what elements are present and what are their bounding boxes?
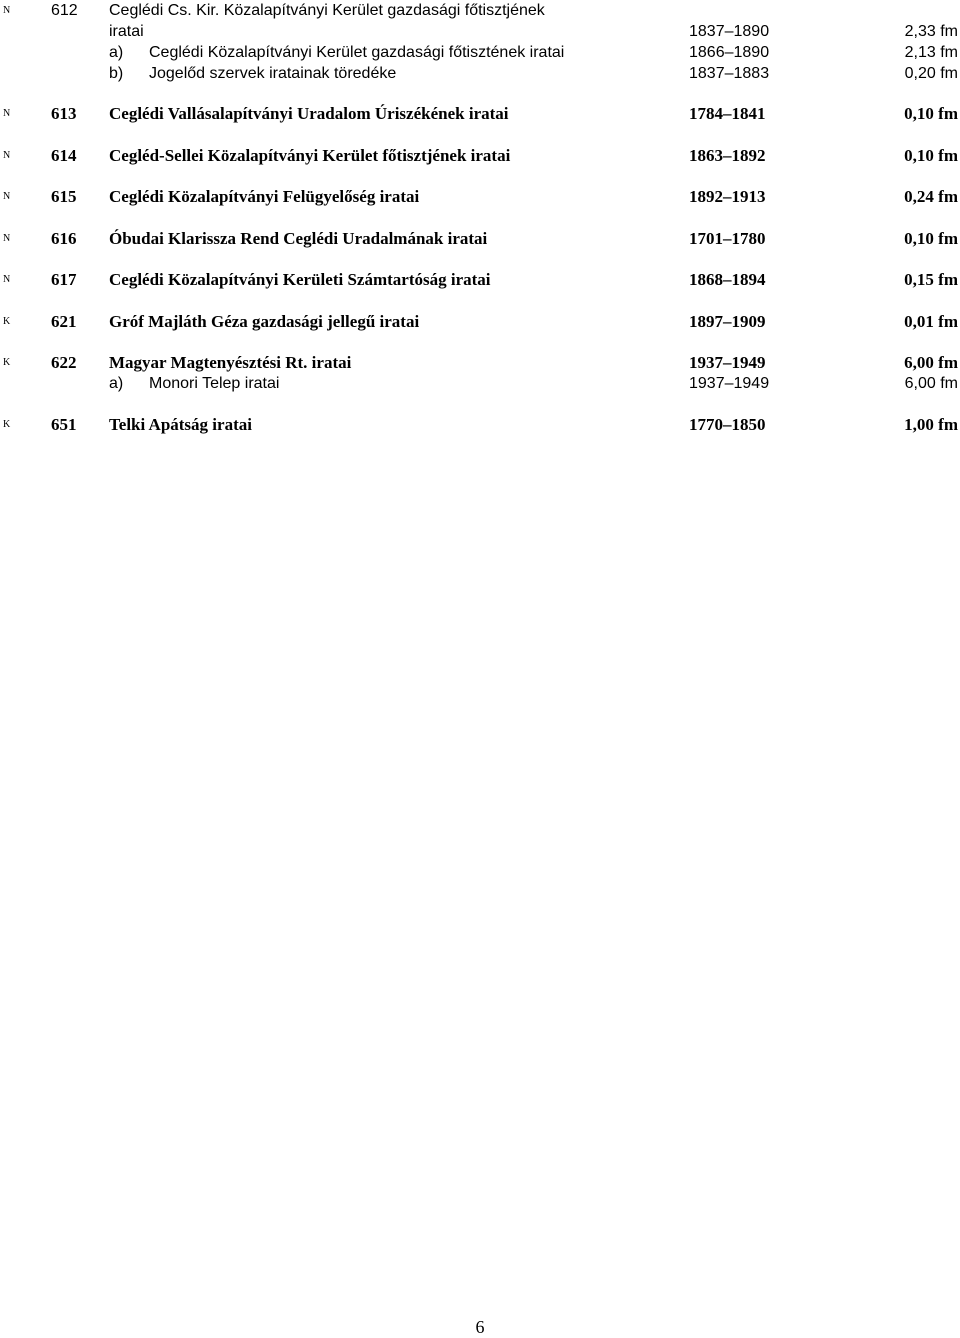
fond-years: 1784–1841 bbox=[689, 104, 766, 123]
sub-entry-letter: a) bbox=[109, 375, 124, 392]
entry-heading-line bbox=[0, 186, 960, 207]
entry-flag: K bbox=[3, 419, 11, 430]
entry-heading-line bbox=[0, 269, 960, 290]
fond-code: 614 bbox=[51, 146, 77, 165]
entry-flag: N bbox=[3, 5, 11, 16]
fond-title: Ceglédi Vallásalapítványi Uradalom Úriszékének iratai bbox=[109, 104, 509, 123]
fond-code: 616 bbox=[51, 229, 77, 248]
fond-entry-612 bbox=[0, 0, 960, 84]
sub-entry bbox=[0, 373, 960, 394]
fond-entry-616 bbox=[0, 228, 960, 249]
sub-entry-letter: b) bbox=[109, 65, 124, 82]
entry-flag: N bbox=[3, 150, 11, 161]
entry-heading-line bbox=[0, 145, 960, 166]
fond-entry-615 bbox=[0, 186, 960, 207]
sub-entry bbox=[0, 63, 960, 84]
fond-entry-622 bbox=[0, 352, 960, 394]
fond-entry-617 bbox=[0, 269, 960, 290]
fond-code: 651 bbox=[51, 415, 77, 434]
fond-years: 1897–1909 bbox=[689, 312, 766, 331]
sub-entry-years: 1837–1883 bbox=[689, 65, 770, 82]
fond-years: 1770–1850 bbox=[689, 415, 766, 434]
fond-code: 617 bbox=[51, 270, 77, 289]
fond-title: Ceglédi Cs. Kir. Közalapítványi Kerület gazdasági főtisztjének bbox=[109, 2, 545, 19]
entry-flag: K bbox=[3, 316, 11, 327]
fond-years: 1937–1949 bbox=[689, 353, 766, 372]
sub-entry-letter: a) bbox=[109, 44, 124, 61]
entry-heading-line bbox=[0, 311, 960, 332]
fond-size: 0,10 fm bbox=[904, 229, 958, 248]
fond-code: 622 bbox=[51, 353, 77, 372]
fond-size: 0,15 fm bbox=[904, 270, 958, 289]
entry-flag: K bbox=[3, 357, 11, 368]
entry-flag: N bbox=[3, 274, 11, 285]
fond-entry-614 bbox=[0, 145, 960, 166]
fond-years: 1892–1913 bbox=[689, 187, 766, 206]
fond-title: Magyar Magtenyésztési Rt. iratai bbox=[109, 353, 352, 372]
fond-years: 1701–1780 bbox=[689, 229, 766, 248]
sub-entry-years: 1937–1949 bbox=[689, 375, 770, 392]
entry-flag: N bbox=[3, 233, 11, 244]
fond-years: 1837–1890 bbox=[689, 23, 770, 40]
sub-entry bbox=[0, 42, 960, 63]
page-number: 6 bbox=[475, 1317, 485, 1337]
fond-code: 615 bbox=[51, 187, 77, 206]
fond-title: Ceglédi Közalapítványi Felügyelőség iratai bbox=[109, 187, 420, 206]
fond-size: 6,00 fm bbox=[904, 353, 958, 372]
entry-heading-line bbox=[0, 414, 960, 435]
fond-code: 613 bbox=[51, 104, 77, 123]
fond-title: Óbudai Klarissza Rend Ceglédi Uradalmának iratai bbox=[109, 229, 488, 248]
fond-size: 0,01 fm bbox=[904, 312, 958, 331]
fond-years: 1868–1894 bbox=[689, 270, 766, 289]
entry-heading-line bbox=[0, 0, 960, 21]
entry-heading-line bbox=[0, 103, 960, 124]
fond-title: Ceglédi Közalapítványi Kerületi Számtartóság iratai bbox=[109, 270, 491, 289]
entry-heading-line bbox=[0, 352, 960, 373]
entry-flag: N bbox=[3, 108, 11, 119]
fond-years: 1863–1892 bbox=[689, 146, 766, 165]
fond-code: 612 bbox=[51, 2, 78, 19]
fond-size: 0,24 fm bbox=[904, 187, 958, 206]
fond-size: 2,33 fm bbox=[904, 23, 958, 40]
fond-title: Telki Apátság iratai bbox=[109, 415, 252, 434]
sub-entry-years: 1866–1890 bbox=[689, 44, 770, 61]
fond-entry-651 bbox=[0, 414, 960, 435]
fond-title-continuation: iratai bbox=[109, 23, 144, 40]
sub-entry-size: 0,20 fm bbox=[904, 65, 958, 82]
fond-size: 0,10 fm bbox=[904, 146, 958, 165]
entry-flag: N bbox=[3, 191, 11, 202]
fond-size: 1,00 fm bbox=[904, 415, 958, 434]
fond-code: 621 bbox=[51, 312, 77, 331]
sub-entry-size: 6,00 fm bbox=[904, 375, 958, 392]
sub-entry-title: Ceglédi Közalapítványi Kerület gazdasági főtisztének iratai bbox=[149, 44, 565, 61]
fond-size: 0,10 fm bbox=[904, 104, 958, 123]
entry-heading-line bbox=[0, 228, 960, 249]
entry-heading-line-2 bbox=[0, 21, 960, 42]
fond-title: Cegléd-Sellei Közalapítványi Kerület főtisztjének iratai bbox=[109, 146, 511, 165]
sub-entry-size: 2,13 fm bbox=[904, 44, 958, 61]
sub-entry-title: Jogelőd szervek iratainak töredéke bbox=[149, 65, 397, 82]
fond-title: Gróf Majláth Géza gazdasági jellegű iratai bbox=[109, 312, 420, 331]
sub-entry-title: Monori Telep iratai bbox=[149, 375, 280, 392]
fond-entry-613 bbox=[0, 103, 960, 124]
fond-entry-621 bbox=[0, 311, 960, 332]
